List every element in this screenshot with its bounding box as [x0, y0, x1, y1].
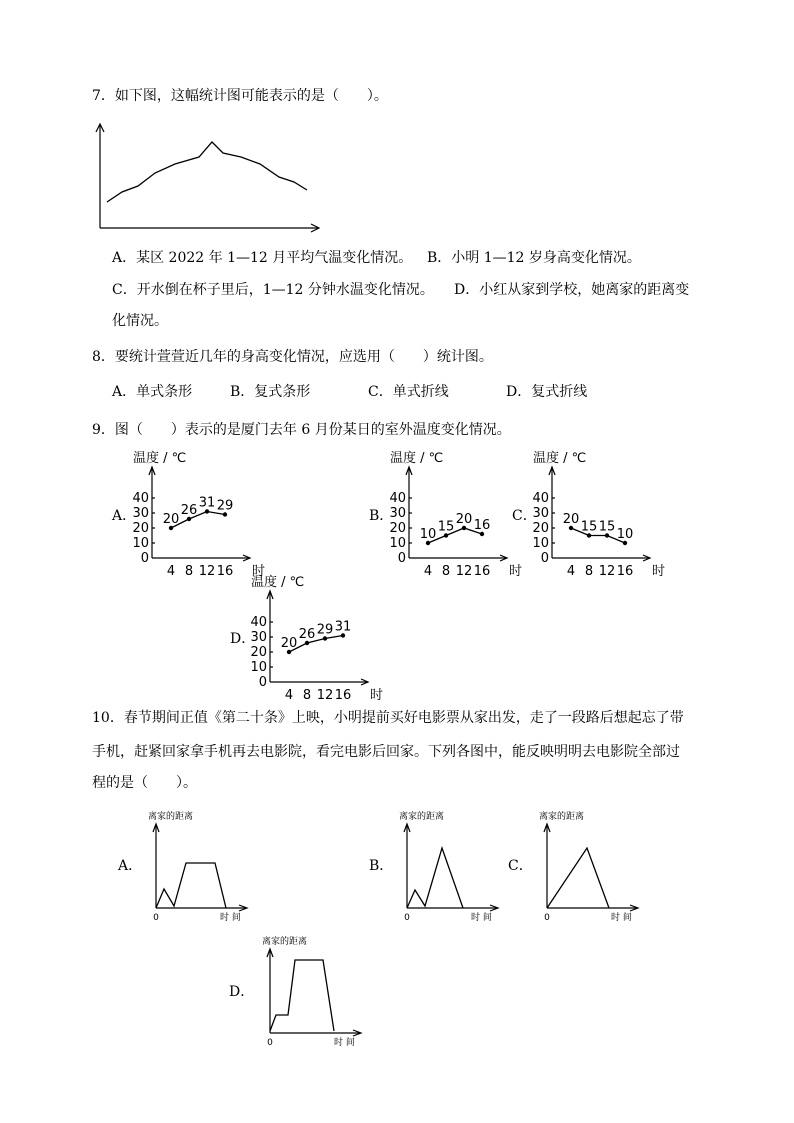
y-tick-label: 20	[132, 521, 149, 536]
y-tick-label: 40	[132, 491, 149, 506]
y-tick-label: 10	[132, 536, 149, 551]
x-tick-label: 4	[423, 564, 433, 579]
x-axis-label: 时 间	[471, 913, 492, 923]
x-tick-label: 16	[616, 564, 634, 579]
q9-option-a-letter[interactable]: A．	[112, 508, 137, 524]
y-tick-label: 20	[389, 521, 406, 536]
q10-c-path	[547, 848, 609, 908]
data-label: 31	[198, 495, 216, 511]
y-tick-label: 40	[250, 615, 267, 630]
data-label: 15	[598, 519, 616, 535]
origin-label: 0	[544, 913, 550, 923]
q10-chart-a[interactable]	[140, 810, 255, 925]
q7-option-c[interactable]: C．开水倒在杯子里后，1—12 分钟水温变化情况。	[112, 282, 434, 298]
q10-stem-line1: 10．春节期间正值《第二十条》上映，小明提前买好电影票从家出发，走了一段路后想起忘了带	[92, 710, 684, 726]
y-axis-label: 温度 / ℃	[251, 575, 305, 590]
q7-curve	[107, 142, 307, 202]
y-tick-label: 0	[258, 675, 267, 690]
x-tick-label: 4	[284, 688, 294, 703]
y-tick-label: 30	[250, 630, 267, 645]
origin-label: 0	[404, 913, 410, 923]
q10-stem-line2: 手机，赶紧回家拿手机再去电影院，看完电影后回家。下列各图中，能反映明明去电影院全部过	[92, 744, 680, 760]
y-tick-label: 0	[397, 551, 406, 566]
q7-line-chart	[95, 120, 325, 232]
data-label: 29	[316, 622, 334, 638]
q7-option-d-cont: 化情况。	[112, 313, 168, 329]
x-tick-label: 12	[598, 564, 616, 579]
x-axis-unit: 时	[252, 564, 266, 579]
q10-b-path	[407, 848, 463, 908]
q10-a-path	[156, 863, 226, 908]
data-label: 15	[580, 519, 598, 535]
q8-option-d[interactable]: D．复式折线	[506, 384, 588, 400]
y-axis-label: 离家的距离	[539, 812, 585, 822]
q9-chart-c[interactable]	[528, 448, 678, 579]
data-label: 20	[455, 512, 473, 527]
y-tick-label: 20	[532, 521, 549, 536]
data-label: 20	[162, 512, 180, 527]
q7-option-b[interactable]: B．小明 1—12 岁身高变化情况。	[427, 250, 641, 266]
q10-chart-c[interactable]	[531, 810, 646, 925]
y-tick-label: 20	[250, 645, 267, 660]
q7-option-d[interactable]: D．小红从家到学校，她离家的距离变	[454, 282, 690, 298]
q10-option-a-letter[interactable]: A．	[118, 858, 143, 874]
x-axis-label: 时 间	[334, 1038, 355, 1048]
y-tick-label: 40	[532, 491, 549, 506]
q8-option-c[interactable]: C．单式折线	[368, 384, 449, 400]
q10-option-b-letter[interactable]: B．	[369, 858, 394, 874]
y-tick-label: 10	[250, 660, 267, 675]
q9-stem: 9．图（ ）表示的是厦门去年 6 月份某日的室外温度变化情况。	[92, 422, 511, 438]
y-axis-label: 离家的距离	[399, 812, 445, 822]
data-label: 10	[419, 527, 437, 542]
y-axis-label: 温度 / ℃	[133, 451, 187, 466]
x-tick-label: 4	[566, 564, 576, 579]
x-tick-label: 8	[584, 564, 594, 579]
q8-option-a[interactable]: A．单式条形	[112, 384, 193, 400]
y-tick-label: 0	[140, 551, 149, 566]
y-axis-label: 温度 / ℃	[533, 451, 587, 466]
y-axis-label: 温度 / ℃	[390, 451, 444, 466]
x-axis-label: 时 间	[220, 913, 241, 923]
q10-stem-line3: 程的是（ ）。	[92, 775, 197, 791]
data-label: 15	[437, 519, 455, 535]
y-tick-label: 0	[540, 551, 549, 566]
y-tick-label: 30	[389, 506, 406, 521]
q9-chart-d[interactable]	[246, 572, 396, 703]
origin-label: 0	[153, 913, 159, 923]
data-label: 20	[280, 636, 298, 651]
x-axis-unit: 时	[370, 688, 384, 703]
q9-option-b-letter[interactable]: B．	[369, 508, 394, 524]
x-tick-label: 12	[198, 564, 216, 579]
data-label: 16	[473, 518, 491, 533]
x-tick-label: 12	[455, 564, 473, 579]
x-tick-label: 16	[473, 564, 491, 579]
q10-chart-d[interactable]	[254, 935, 369, 1050]
x-tick-label: 8	[441, 564, 451, 579]
q10-chart-b[interactable]	[391, 810, 506, 925]
y-tick-label: 30	[132, 506, 149, 521]
x-tick-label: 8	[184, 564, 194, 579]
q10-option-d-letter[interactable]: D．	[229, 984, 255, 1000]
x-axis-label: 时 间	[611, 913, 632, 923]
q9-option-c-letter[interactable]: C．	[512, 508, 537, 524]
x-tick-label: 16	[334, 688, 352, 703]
q8-stem: 8．要统计萱萱近几年的身高变化情况，应选用（ ）统计图。	[92, 349, 493, 365]
y-axis-label: 离家的距离	[148, 812, 194, 822]
data-label: 20	[562, 512, 580, 527]
q7-option-a[interactable]: A．某区 2022 年 1—12 月平均气温变化情况。	[112, 250, 413, 266]
data-label: 10	[616, 527, 634, 542]
x-tick-label: 12	[316, 688, 334, 703]
data-label: 26	[298, 627, 316, 642]
data-label: 29	[216, 498, 234, 514]
y-axis-label: 离家的距离	[262, 937, 308, 947]
x-tick-label: 16	[216, 564, 234, 579]
q7-stem: 7．如下图，这幅统计图可能表示的是（ ）。	[92, 88, 388, 104]
y-tick-label: 10	[389, 536, 406, 551]
y-tick-label: 30	[532, 506, 549, 521]
x-tick-label: 4	[166, 564, 176, 579]
y-tick-label: 40	[389, 491, 406, 506]
q9-chart-a[interactable]	[128, 448, 278, 579]
q10-d-path	[270, 960, 334, 1031]
x-axis-unit: 时	[509, 564, 523, 579]
y-tick-label: 10	[532, 536, 549, 551]
origin-label: 0	[267, 1038, 273, 1048]
x-tick-label: 8	[302, 688, 312, 703]
q10-option-c-letter[interactable]: C．	[508, 858, 533, 874]
q8-option-b[interactable]: B．复式条形	[230, 384, 311, 400]
q9-option-d-letter[interactable]: D．	[230, 631, 256, 647]
data-label: 31	[334, 619, 352, 635]
x-axis-unit: 时	[652, 564, 666, 579]
data-label: 26	[180, 503, 198, 518]
